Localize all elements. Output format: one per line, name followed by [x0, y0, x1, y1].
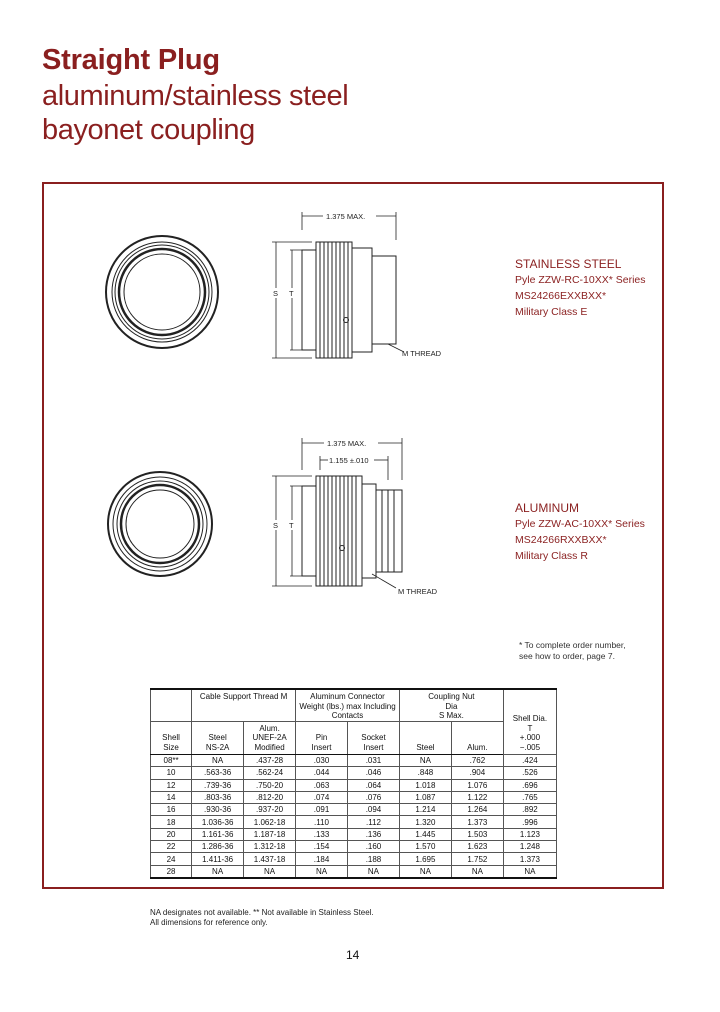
table-row — [151, 779, 557, 791]
dimensions-table — [150, 688, 557, 879]
table-cell: 1.411-36 — [192, 853, 244, 865]
table-cell: .750-20 — [244, 779, 296, 791]
table-row — [151, 828, 557, 840]
table-cell: 1.286-36 — [192, 841, 244, 853]
table-cell: 1.248 — [503, 841, 556, 853]
table-cell: .030 — [296, 755, 348, 767]
table-cell: 1.036-36 — [192, 816, 244, 828]
table-cell: NA — [192, 865, 244, 878]
table-body — [151, 755, 557, 878]
header-blank — [151, 689, 192, 721]
table-cell: .112 — [348, 816, 400, 828]
stainless-military-class: Military Class E — [515, 306, 588, 318]
table-cell: .094 — [348, 804, 400, 816]
table-cell: 08** — [151, 755, 192, 767]
stainless-label-t: T — [289, 289, 294, 298]
table-cell: NA — [244, 865, 296, 878]
shell-dia-line-2: T — [527, 723, 533, 733]
table-cell: 1.214 — [399, 804, 451, 816]
shell-dia-line-1: Shell Dia. — [512, 714, 548, 723]
header-coupling-nut-line-2: Dia — [445, 701, 458, 711]
table-cell: 1.087 — [399, 791, 451, 803]
table-cell: NA — [451, 865, 503, 878]
table-row — [151, 853, 557, 865]
header-cable-support: Cable Support Thread M — [192, 689, 296, 721]
aluminum-plug-drawing — [102, 430, 462, 602]
header-coupling-nut-line-3: S Max. — [438, 711, 464, 720]
table-cell: .063 — [296, 779, 348, 791]
table-cell: 1.161-36 — [192, 828, 244, 840]
table-cell: .031 — [348, 755, 400, 767]
table-cell: 1.623 — [451, 841, 503, 853]
table-cell: 1.187-18 — [244, 828, 296, 840]
page-number: 14 — [346, 948, 360, 962]
table-cell: .160 — [348, 841, 400, 853]
col-alum-thread-line-3: Modified — [254, 742, 285, 752]
table-cell: 1.373 — [451, 816, 503, 828]
table-cell: .803-36 — [192, 791, 244, 803]
order-footnote — [519, 640, 626, 662]
col-steel-thread-line-1: Steel — [208, 733, 227, 742]
table-cell: 1.373 — [503, 853, 556, 865]
page-title: Straight Plug — [42, 44, 220, 76]
table-cell: .074 — [296, 791, 348, 803]
table-cell: .765 — [503, 791, 556, 803]
aluminum-series: Pyle ZZW-AC-10XX* Series — [515, 518, 645, 530]
front-view-rings — [106, 236, 218, 348]
table-row — [151, 755, 557, 767]
table-cell: 12 — [151, 779, 192, 791]
table-cell: .091 — [296, 804, 348, 816]
table-row — [151, 816, 557, 828]
table-cell: NA — [399, 755, 451, 767]
header-weight: Aluminum Connector Weight (lbs.) max Including Contacts — [296, 689, 400, 721]
header-shell-dia — [503, 689, 556, 755]
table-cell: NA — [399, 865, 451, 878]
col-socket-insert-line-1: Socket — [361, 733, 386, 742]
footnote-line-2: see how to order, page 7. — [519, 651, 615, 661]
col-coupling-alum: Alum. — [451, 721, 503, 755]
page-subtitle-line-2: bayonet coupling — [42, 114, 255, 146]
stainless-label-m-thread: M THREAD — [402, 349, 442, 358]
table-notes — [150, 908, 374, 928]
table-row — [151, 865, 557, 878]
table-cell: .930-36 — [192, 804, 244, 816]
stainless-plug-drawing — [102, 200, 462, 370]
table-cell: 10 — [151, 767, 192, 779]
header-coupling-nut-line-1: Coupling Nut — [428, 692, 475, 701]
header-coupling-nut — [399, 689, 503, 721]
table-cell: .762 — [451, 755, 503, 767]
table-cell: .046 — [348, 767, 400, 779]
page-subtitle-line-1: aluminum/stainless steel — [42, 80, 349, 112]
side-view-body — [302, 242, 396, 358]
table-cell: 16 — [151, 804, 192, 816]
table-cell: .064 — [348, 779, 400, 791]
aluminum-dim-tolerance: 1.155 ±.010 — [329, 456, 369, 465]
table-cell: .526 — [503, 767, 556, 779]
table-cell: 28 — [151, 865, 192, 878]
aluminum-spec — [515, 500, 645, 564]
table-cell: .424 — [503, 755, 556, 767]
table-note-1: NA designates not available. ** Not available in Stainless Steel. — [150, 908, 374, 917]
table-cell: 1.076 — [451, 779, 503, 791]
aluminum-heading: ALUMINUM — [515, 501, 580, 515]
table-cell: .696 — [503, 779, 556, 791]
table-cell: 1.437-18 — [244, 853, 296, 865]
table-cell: .154 — [296, 841, 348, 853]
col-shell-size-line-2: Size — [163, 742, 179, 752]
col-shell-size-line-1: Shell — [162, 733, 180, 742]
table-cell: 18 — [151, 816, 192, 828]
col-alum-thread-line-2: UNEF-2A — [252, 733, 287, 742]
footnote-line-1: * To complete order number, — [519, 640, 626, 650]
shell-dia-line-3: +.000 — [519, 733, 541, 742]
table-cell: .110 — [296, 816, 348, 828]
table-cell: 1.503 — [451, 828, 503, 840]
table-cell: NA — [503, 865, 556, 878]
table-cell: .044 — [296, 767, 348, 779]
col-steel-thread — [192, 721, 244, 755]
aluminum-label-m-thread: M THREAD — [398, 587, 438, 596]
col-pin-insert-line-1: Pin — [315, 733, 328, 742]
table-cell: .133 — [296, 828, 348, 840]
table-cell: .188 — [348, 853, 400, 865]
aluminum-label-t: T — [289, 521, 294, 530]
table-cell: 1.752 — [451, 853, 503, 865]
col-alum-thread-line-1: Alum. — [259, 723, 280, 733]
aluminum-ms-number: MS24266RXXBXX* — [515, 534, 607, 546]
table-cell: 22 — [151, 841, 192, 853]
col-socket-insert-line-2: Insert — [363, 742, 384, 752]
table-cell: 1.062-18 — [244, 816, 296, 828]
side-view-body — [302, 476, 402, 586]
table-cell: .812-20 — [244, 791, 296, 803]
shell-dia-line-4: −.005 — [519, 742, 541, 752]
table-cell: 14 — [151, 791, 192, 803]
stainless-spec — [515, 256, 646, 320]
col-pin-insert-line-2: Insert — [311, 742, 332, 752]
table-cell: 1.312-18 — [244, 841, 296, 853]
table-cell: NA — [192, 755, 244, 767]
col-alum-thread — [244, 721, 296, 755]
table-cell: .996 — [503, 816, 556, 828]
table-cell: 1.018 — [399, 779, 451, 791]
table-cell: 1.123 — [503, 828, 556, 840]
table-row — [151, 791, 557, 803]
table-cell: .739-36 — [192, 779, 244, 791]
aluminum-dim-max: 1.375 MAX. — [327, 439, 367, 448]
table-row — [151, 804, 557, 816]
table-cell: .892 — [503, 804, 556, 816]
stainless-dim-max: 1.375 MAX. — [326, 212, 366, 221]
table-cell: .848 — [399, 767, 451, 779]
col-shell-size — [151, 721, 192, 755]
stainless-heading: STAINLESS STEEL — [515, 257, 622, 271]
table-cell: .136 — [348, 828, 400, 840]
table-cell: 24 — [151, 853, 192, 865]
table-cell: .563-36 — [192, 767, 244, 779]
table-cell: 1.445 — [399, 828, 451, 840]
aluminum-label-s: S — [273, 521, 279, 530]
table-cell: NA — [296, 865, 348, 878]
table-row — [151, 841, 557, 853]
col-steel-thread-line-2: NS-2A — [205, 742, 230, 752]
col-pin-insert — [296, 721, 348, 755]
col-socket-insert — [348, 721, 400, 755]
table-cell: 1.320 — [399, 816, 451, 828]
table-cell: .437-28 — [244, 755, 296, 767]
table-cell: .562-24 — [244, 767, 296, 779]
table-cell: .076 — [348, 791, 400, 803]
table-note-2: All dimensions for reference only. — [150, 918, 268, 927]
stainless-ms-number: MS24266EXXBXX* — [515, 290, 607, 302]
table-cell: 20 — [151, 828, 192, 840]
aluminum-military-class: Military Class R — [515, 550, 588, 562]
table-cell: .184 — [296, 853, 348, 865]
stainless-series: Pyle ZZW-RC-10XX* Series — [515, 274, 646, 286]
table-cell: 1.570 — [399, 841, 451, 853]
table-row — [151, 767, 557, 779]
table-cell: 1.264 — [451, 804, 503, 816]
table-cell: 1.122 — [451, 791, 503, 803]
table-cell: .904 — [451, 767, 503, 779]
table-cell: NA — [348, 865, 400, 878]
table-cell: .937-20 — [244, 804, 296, 816]
stainless-label-s: S — [273, 289, 279, 298]
col-coupling-steel: Steel — [399, 721, 451, 755]
table-cell: 1.695 — [399, 853, 451, 865]
front-view-rings — [108, 472, 212, 576]
